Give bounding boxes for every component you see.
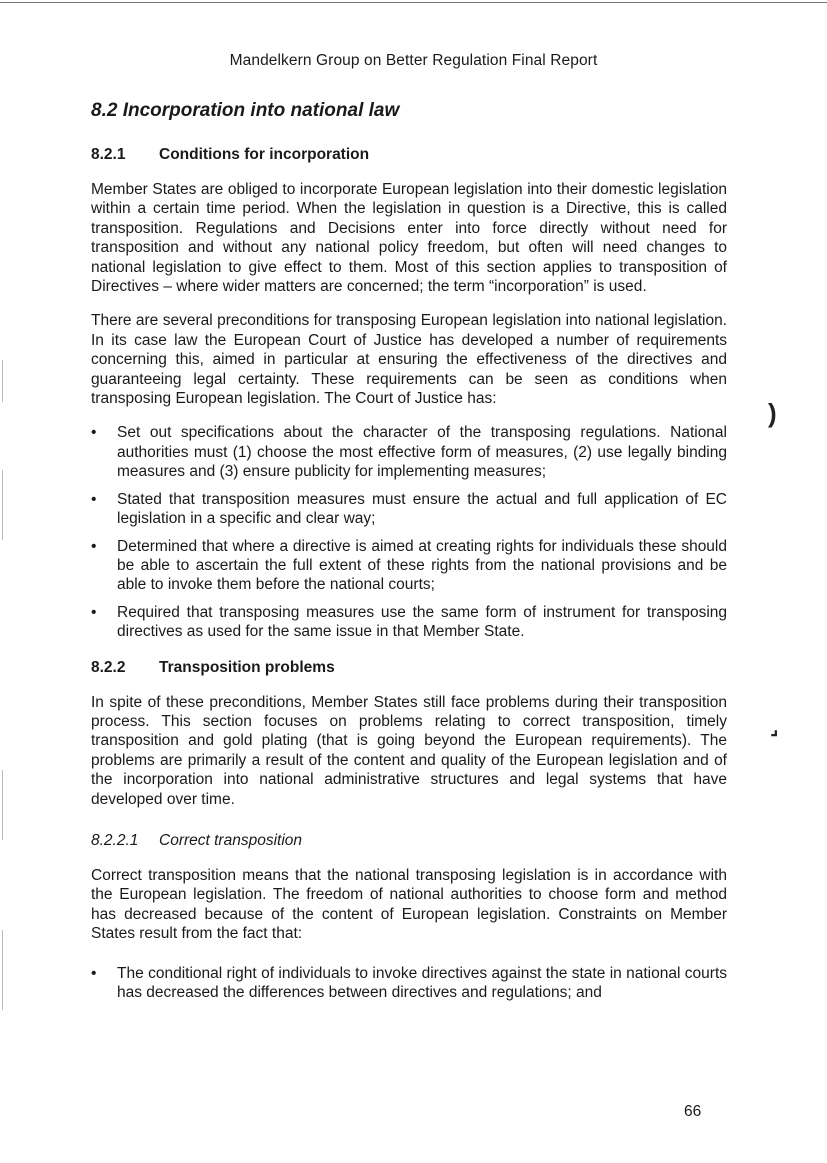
scan-bracket-mark: ): [768, 398, 777, 428]
subsubsection-title: Correct transposition: [159, 831, 303, 849]
scan-top-border: [0, 2, 827, 3]
scan-left-mark: [2, 770, 3, 840]
subsection-number: 8.2.2: [91, 658, 126, 676]
list-item: • Determined that where a directive is aimed at creating rights for individuals these should be able to ascertain the full extent of these rights from the national provisions and be able to invoke them before the national courts;: [91, 537, 727, 595]
paragraph: There are several preconditions for transposing European legislation into national legislation. In its case law the European Court of Justice has developed a number of requirements concerning this, aimed in particular at ensuring the effectiveness of the directives and guaranteeing legal certainty. These requirements can be seen as conditions when transposing European legislation. The Court of Justice has:: [91, 312, 727, 408]
list-item: • Stated that transposition measures must ensure the actual and full application of EC legislation in a specific and clear way;: [91, 490, 727, 529]
subsection-title: Conditions for incorporation: [159, 146, 370, 163]
scan-bracket-mark: ⌟: [770, 718, 779, 738]
list-item: • Required that transposing measures use the same form of instrument for transposing directives as used for the same issue in that Member State.: [91, 603, 727, 642]
paragraph: In spite of these preconditions, Member States still face problems during their transposition process. This section focuses on problems relating to correct transposition, timely transposition and gold plating (that is going beyond the European requirements). The problems are primarily a result of the content and quality of the European legislation and of the incorporation into national administrative structures and legal systems that have developed over time.: [91, 693, 727, 808]
bullet-list: [91, 423, 727, 641]
list-item: • The conditional right of individuals to invoke directives against the state in national courts has decreased the differences between directives and regulations; and: [91, 964, 727, 1003]
scan-left-mark: [2, 930, 3, 1010]
bullet-list: [91, 964, 727, 1003]
page-header: Mandelkern Group on Better Regulation Final Report: [229, 52, 598, 69]
page-number: 66: [684, 1103, 702, 1120]
page-body: [91, 99, 727, 1018]
subsection-heading: [91, 658, 727, 678]
scan-left-mark: [2, 360, 3, 402]
subsection-number: 8.2.1: [91, 146, 126, 163]
paragraph: Member States are obliged to incorporate European legislation into their domestic legislation within a certain time period. When the legislation in question is a Directive, this is called transposition. Regulations and Decisions enter into force directly without need for transposition and without any national policy freedom, but often will need changes to national legislation to give effect to them. Most of this section applies to transposition of Directives – where wider matters are concerned; the term “incorporation” is used.: [91, 181, 727, 296]
subsubsection-number: 8.2.2.1: [91, 831, 139, 849]
subsection-heading: [91, 145, 727, 165]
list-item: • Set out specifications about the character of the transposing regulations. National authorities must (1) choose the most effective form of measures, (2) use legally binding measures and (3) ensure publicity for implementing measures;: [91, 423, 727, 481]
subsection-title: Transposition problems: [159, 658, 335, 676]
subsubsection-heading: [91, 831, 727, 851]
scan-left-mark: [2, 470, 3, 540]
section-heading: 8.2 Incorporation into national law: [91, 100, 400, 121]
paragraph: Correct transposition means that the national transposing legislation is in accordance with the European legislation. The freedom of national authorities to choose form and method has decreased because of the content of European legislation. Constraints on Member States result from the fact that:: [91, 866, 727, 943]
